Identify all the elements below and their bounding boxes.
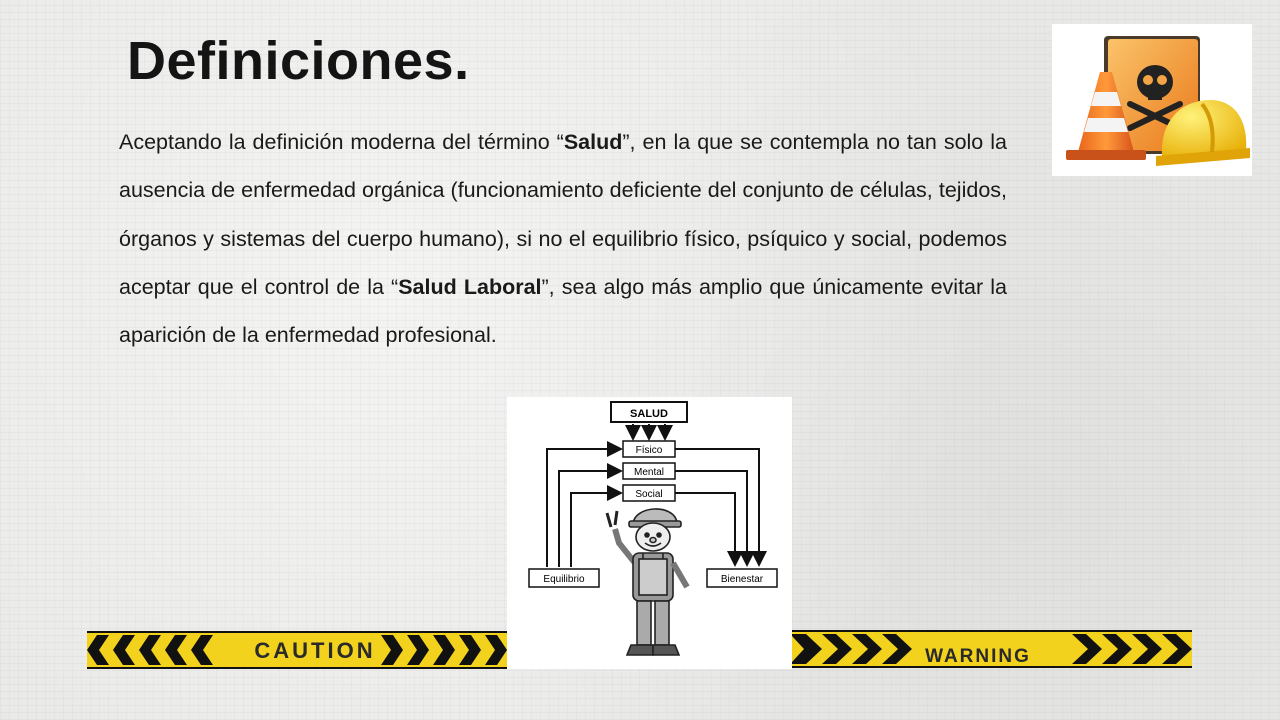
warning-label: WARNING — [925, 646, 1031, 666]
paragraph-text-2: ”, en la que se contempla no tan solo la ausencia de enfermedad orgánica (funcionamiento deficiente del conjunto de células, tejidos, órganos y sistemas del cuerpo humano), si no el equilibrio físico, psíquico y social, podemos aceptar que el control de la “ — [119, 130, 1008, 299]
paragraph-text-3: ”, sea algo más amplio que únicamente evitar la aparición de la enfermedad profesional. — [119, 274, 1007, 348]
worker-figure-icon — [607, 509, 687, 655]
caution-label: CAUTION — [254, 638, 376, 663]
definition-paragraph — [119, 118, 1007, 359]
hazard-image — [1052, 24, 1252, 176]
term-salud-laboral: Salud Laboral — [398, 274, 542, 299]
salud-label: SALUD — [630, 408, 668, 420]
salud-diagram — [507, 397, 792, 669]
caution-tape — [87, 631, 507, 669]
social-label: Social — [635, 489, 663, 500]
slide-title: Definiciones. — [127, 31, 470, 91]
mental-label: Mental — [633, 467, 665, 478]
fisico-label: Físico — [635, 445, 663, 456]
warning-tape — [792, 630, 1192, 668]
equilibrio-label: Equilibrio — [543, 574, 585, 585]
term-salud: Salud — [563, 130, 623, 154]
bienestar-label: Bienestar — [720, 574, 764, 585]
paragraph-text-1: Aceptando la definición moderna del término “ — [119, 130, 564, 154]
